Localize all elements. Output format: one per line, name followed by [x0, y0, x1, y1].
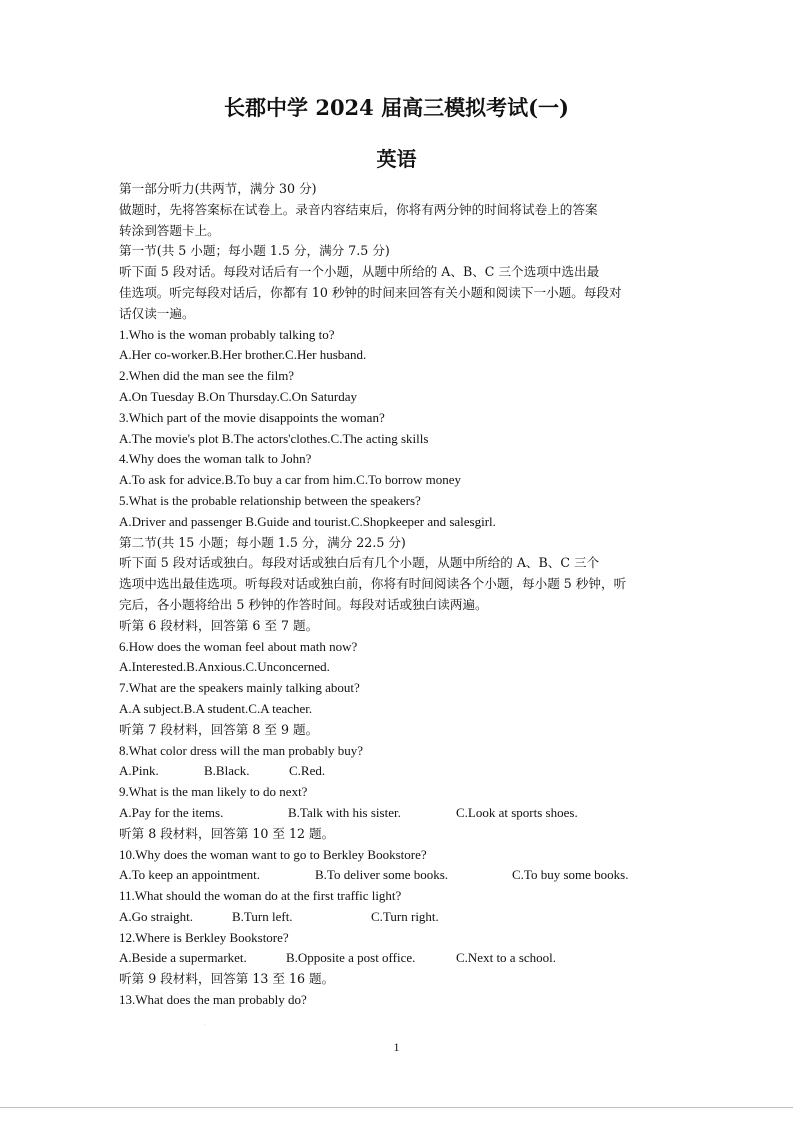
question-line: 1.Who is the woman probably talking to? [119, 326, 335, 342]
answer-options-row [119, 761, 689, 782]
answer-option: B.Opposite a post office. [286, 950, 416, 966]
instruction-line: 第一部分听力(共两节，满分 30 分) [119, 181, 317, 196]
answer-option: B.To deliver some books. [315, 867, 449, 883]
answer-option: A.Pink. [119, 763, 159, 779]
question-line: 13.What does the man probably do? [119, 992, 307, 1008]
answer-option: A.Beside a supermarket. [119, 950, 247, 966]
answer-line: A.Driver and passenger B.Guide and tourist.C.Shopkeeper and salesgirl. [119, 513, 496, 529]
question-line: 6.How does the woman feel about math now? [119, 638, 358, 654]
answer-line: A.The movie's plot B.The actors'clothes.C.The acting skills [119, 430, 429, 446]
instruction-line: 转涂到答题卡上。 [119, 222, 220, 238]
subject-title: 英语 [376, 147, 417, 171]
instruction-line: 听第 7 段材料，回答第 8 至 9 题。 [119, 721, 319, 737]
instruction-line: 第二节(共 15 小题；每小题 1.5 分，满分 22.5 分) [119, 534, 406, 550]
question-line: 11.What should the woman do at the first traffic light? [119, 888, 402, 904]
answer-option: C.Turn right. [371, 908, 439, 924]
instruction-line: 听第 8 段材料，回答第 10 至 12 题。 [119, 825, 335, 841]
instruction-line: 听第 9 段材料，回答第 13 至 16 题。 [119, 971, 335, 987]
bottom-divider [0, 1107, 793, 1108]
answer-option: A.To keep an appointment. [119, 867, 260, 883]
instruction-line: 做题时，先将答案标在试卷上。录音内容结束后，你将有两分钟的时间将试卷上的答案 [119, 201, 598, 217]
instruction-line: 听下面 5 段对话。每段对话后有一个小题，从题中所给的 A、B、C 三个选项中选出最 [119, 264, 600, 280]
instruction-line: 听下面 5 段对话或独白。每段对话或独白后有几个小题，从题中所给的 A、B、C 三个 [119, 555, 600, 571]
answer-option: C.Red. [289, 763, 326, 779]
instruction-line: 话仅读一遍。 [119, 305, 195, 321]
answer-option: C.Look at sports shoes. [456, 804, 578, 820]
answer-line: A.A subject.B.A student.C.A teacher. [119, 700, 313, 716]
instruction-line: 第一节(共 5 小题；每小题 1.5 分，满分 7.5 分) [119, 243, 390, 259]
question-line: 2.When did the man see the film? [119, 368, 295, 384]
answer-option: C.To buy some books. [512, 867, 629, 883]
answer-option: B.Black. [204, 763, 250, 779]
answer-option: A.Go straight. [119, 908, 194, 924]
answer-option: A.Pay for the items. [119, 804, 224, 820]
answer-line: A.To ask for advice.B.To buy a car from him.C.To borrow money [119, 472, 462, 488]
answer-options-row [119, 948, 689, 969]
answer-options-row [119, 907, 689, 928]
answer-line: A.Her co-worker.B.Her brother.C.Her husband. [119, 347, 367, 363]
question-line: 7.What are the speakers mainly talking about? [119, 680, 360, 696]
question-line: 5.What is the probable relationship between the speakers? [119, 492, 421, 508]
answer-line: A.On Tuesday B.On Thursday.C.On Saturday [119, 388, 357, 404]
scan-mark: · [204, 1022, 206, 1028]
exam-title: 长郡中学 2024 届高三模拟考试(一) [224, 95, 569, 120]
instruction-line: 选项中选出最佳选项。听每段对话或独白前，你将有时间阅读各个小题，每小题 5 秒钟，听 [119, 576, 627, 592]
question-line: 8.What color dress will the man probably buy? [119, 742, 364, 758]
answer-line: A.Interested.B.Anxious.C.Unconcerned. [119, 659, 330, 675]
question-line: 10.Why does the woman want to go to Berkley Bookstore? [119, 846, 427, 862]
instruction-line: 听第 6 段材料，回答第 6 至 7 题。 [119, 617, 319, 633]
question-line: 4.Why does the woman talk to John? [119, 451, 312, 467]
exam-content [119, 179, 689, 1011]
question-line: 12.Where is Berkley Bookstore? [119, 929, 289, 945]
page-number: 1 [393, 1040, 400, 1054]
answer-options-row [119, 865, 689, 886]
instruction-line: 完后，各小题将给出 5 秒钟的作答时间。每段对话或独白读两遍。 [119, 596, 488, 612]
question-line: 3.Which part of the movie disappoints the woman? [119, 409, 385, 425]
answer-option: B.Turn left. [232, 908, 293, 924]
answer-option: B.Talk with his sister. [288, 804, 401, 820]
answer-option: C.Next to a school. [456, 950, 557, 966]
answer-options-row [119, 803, 689, 824]
question-line: 9.What is the man likely to do next? [119, 784, 308, 800]
instruction-line: 佳选项。听完每段对话后，你都有 10 秒钟的时间来回答有关小题和阅读下一小题。每段对 [119, 284, 622, 300]
